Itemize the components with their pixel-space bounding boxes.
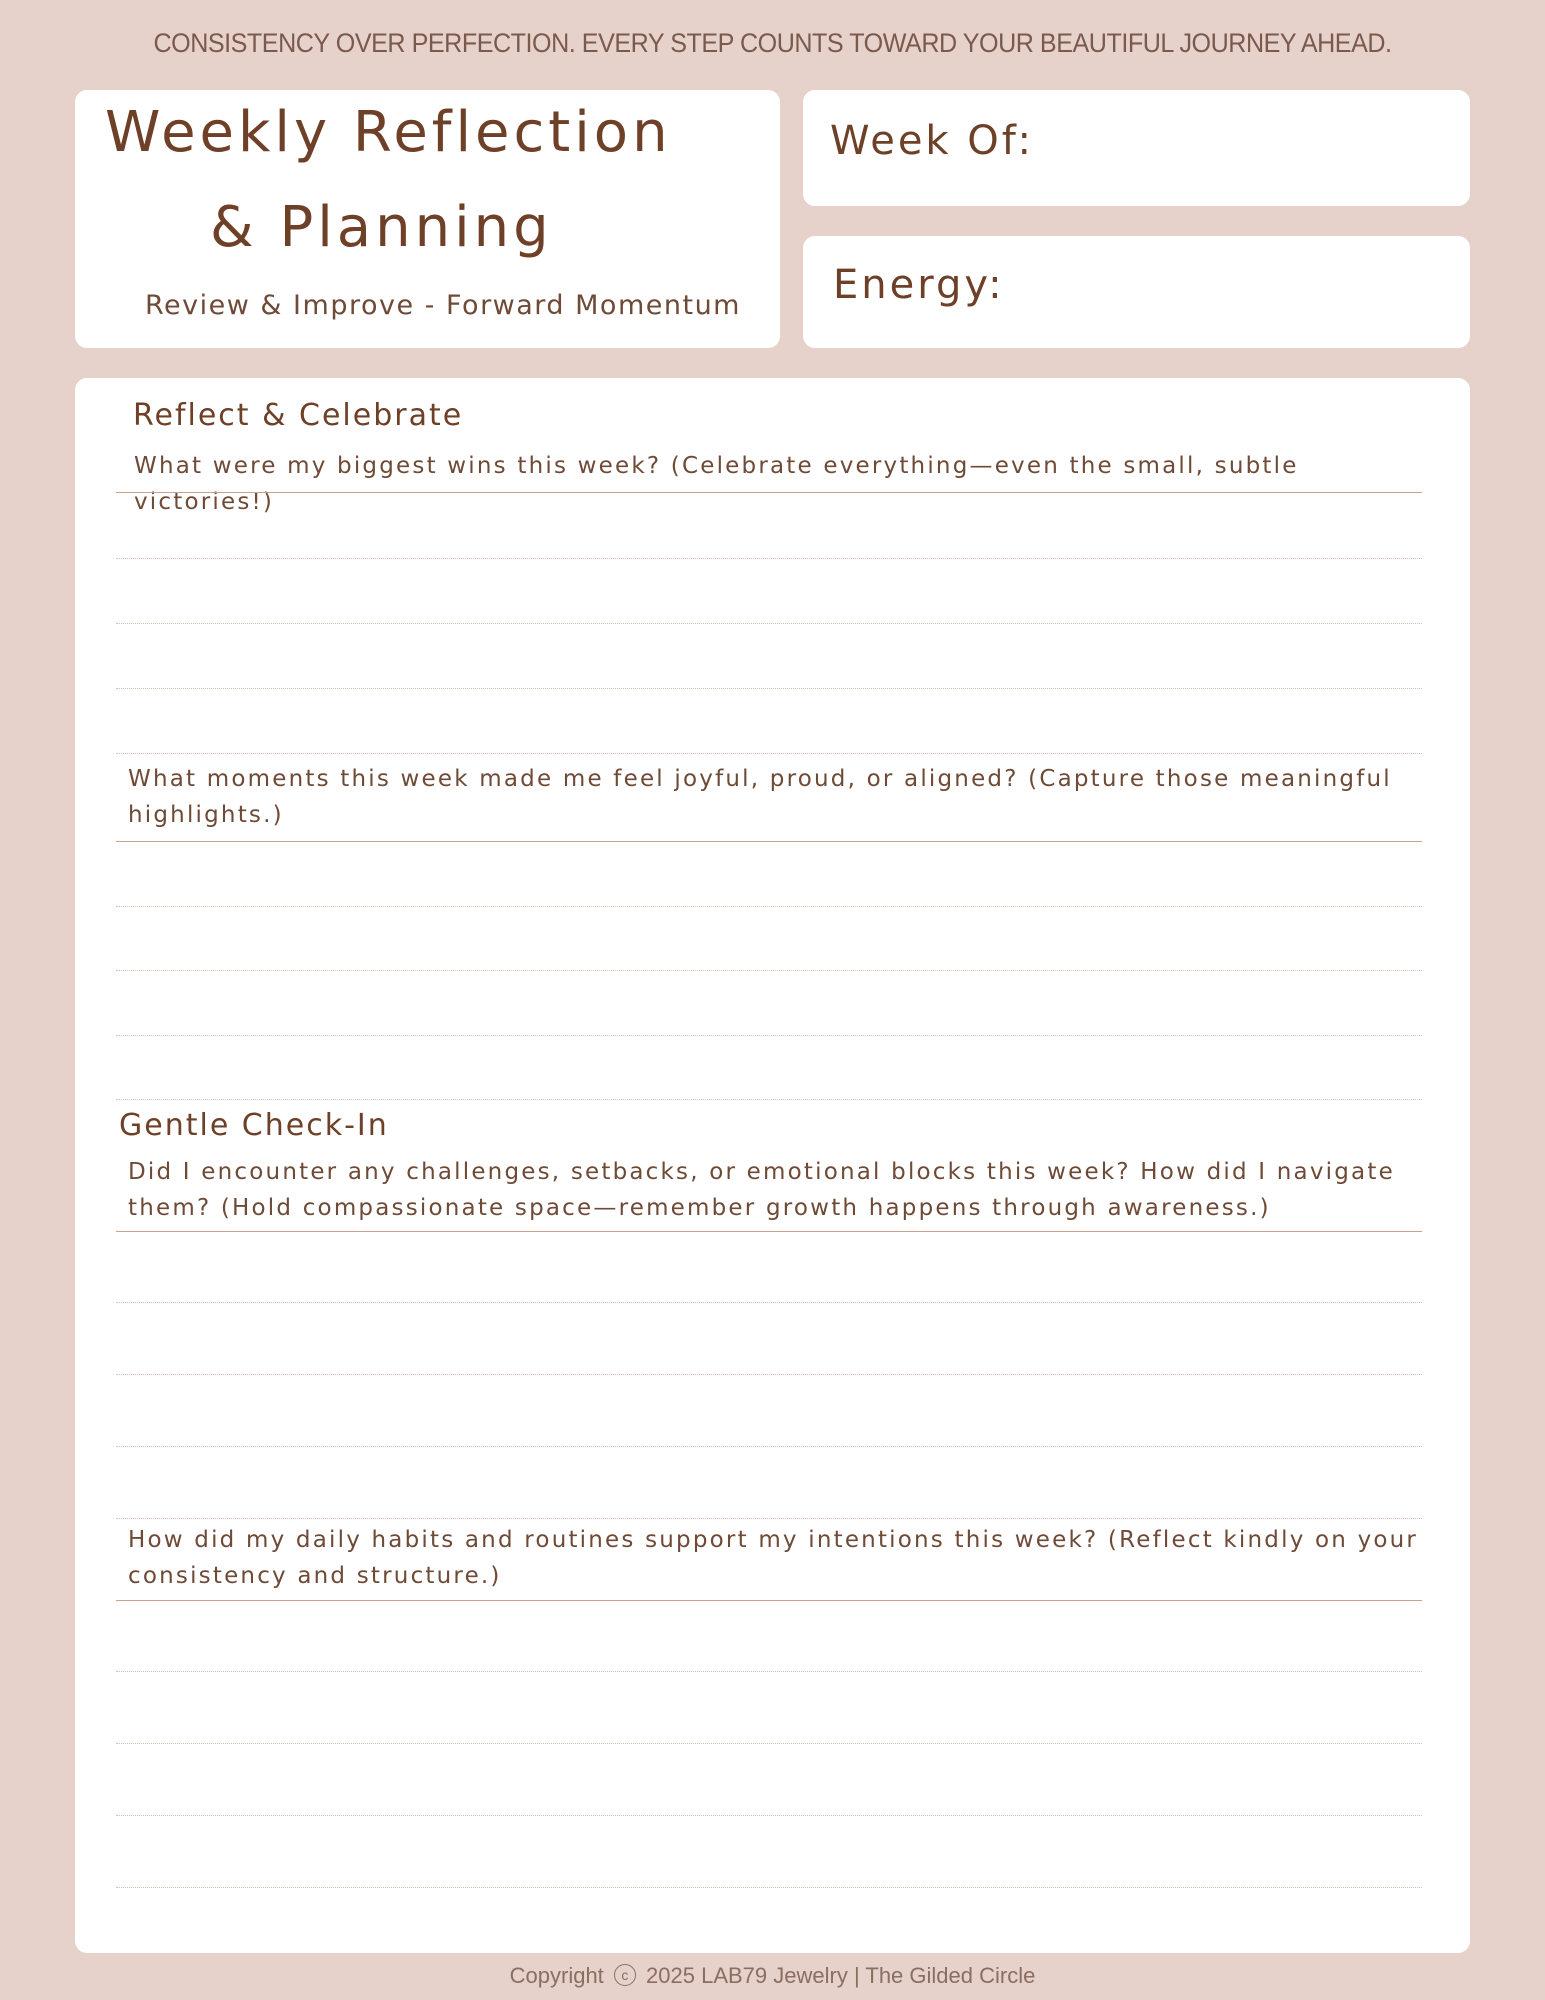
copyright-text: 2025 LAB79 Jewelry | The Gilded Circle bbox=[646, 1963, 1036, 1988]
writing-line[interactable] bbox=[116, 1302, 1422, 1303]
question-moments: What moments this week made me feel joyful, proud, or aligned? (Capture those meaningful highlights.) bbox=[128, 766, 1392, 828]
writing-line[interactable] bbox=[116, 1518, 1422, 1519]
writing-line[interactable] bbox=[116, 558, 1422, 559]
writing-line[interactable] bbox=[116, 753, 1422, 754]
energy-label: Energy: bbox=[833, 262, 1005, 308]
section-heading-checkin: Gentle Check-In bbox=[119, 1108, 389, 1143]
footer-copyright bbox=[0, 1963, 1545, 1989]
week-of-label: Week Of: bbox=[830, 118, 1034, 164]
question-challenges: Did I encounter any challenges, setbacks, or emotional blocks this week? How did I navigate them? (Hold compassionate space—remember growth happens through awareness.) bbox=[128, 1159, 1395, 1221]
writing-line[interactable] bbox=[116, 1446, 1422, 1447]
section-heading-reflect: Reflect & Celebrate bbox=[133, 398, 464, 433]
writing-line[interactable] bbox=[116, 1815, 1422, 1816]
question-rule bbox=[116, 492, 1422, 493]
writing-line[interactable] bbox=[116, 688, 1422, 689]
writing-line[interactable] bbox=[116, 970, 1422, 971]
writing-line[interactable] bbox=[116, 1887, 1422, 1888]
writing-line[interactable] bbox=[116, 1374, 1422, 1375]
page-title-line1: Weekly Reflection bbox=[105, 100, 672, 165]
copyright-icon: c bbox=[614, 1964, 636, 1986]
page-title-line2: & Planning bbox=[210, 195, 553, 260]
question-rule bbox=[116, 1600, 1422, 1601]
writing-line[interactable] bbox=[116, 1099, 1422, 1100]
writing-line[interactable] bbox=[116, 906, 1422, 907]
writing-line[interactable] bbox=[116, 1035, 1422, 1036]
copyright-label: Copyright bbox=[509, 1963, 604, 1988]
question-wins: What were my biggest wins this week? (Celebrate everything—even the small, subtle victories!) bbox=[134, 453, 1299, 515]
question-habits: How did my daily habits and routines support my intentions this week? (Reflect kindly on your consistency and structure.) bbox=[128, 1527, 1419, 1589]
question-rule bbox=[116, 841, 1422, 842]
question-rule bbox=[116, 1231, 1422, 1232]
motto-banner: CONSISTENCY OVER PERFECTION. EVERY STEP COUNTS TOWARD YOUR BEAUTIFUL JOURNEY AHEAD. bbox=[153, 28, 1392, 58]
writing-line[interactable] bbox=[116, 1743, 1422, 1744]
writing-line[interactable] bbox=[116, 623, 1422, 624]
writing-line[interactable] bbox=[116, 1671, 1422, 1672]
page-subtitle: Review & Improve - Forward Momentum bbox=[145, 290, 741, 321]
